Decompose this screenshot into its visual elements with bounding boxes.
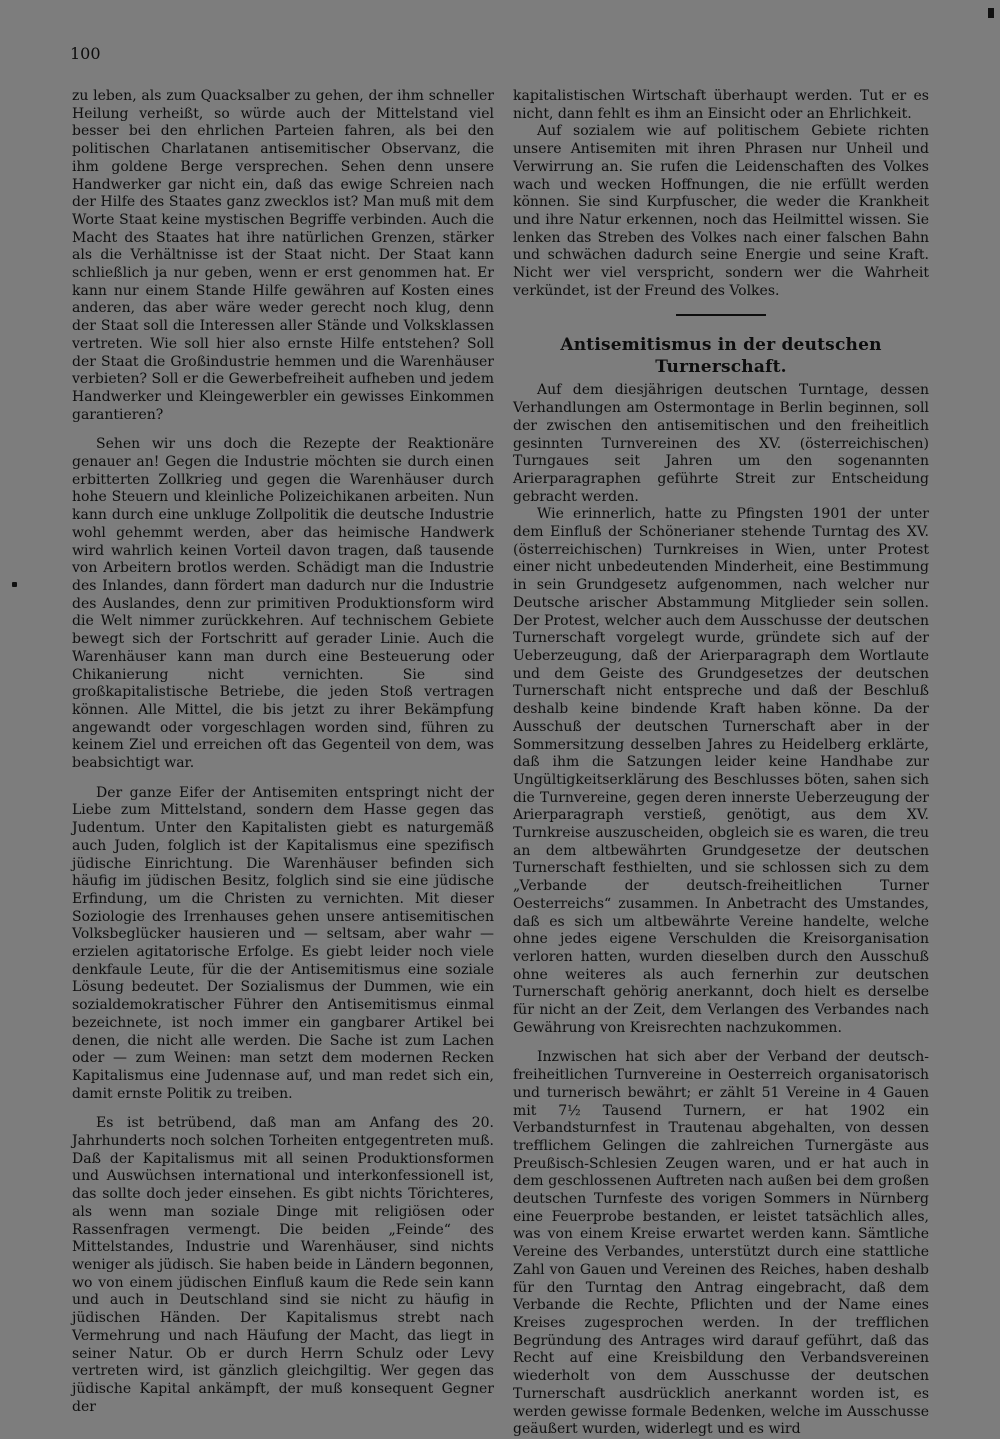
paragraph: Sehen wir uns doch die Rezepte der Reaktionäre genauer an! Gegen die Industrie möchten sie durch einen erbitterten Zollkrieg und gegen die Warenhäuser durch hohe Steuern und kleinliche Polizeichikanen arbeiten. Nun kann durch eine unkluge Zollpolitik die deutsche Industrie wohl gehemmt werden, aber das heimische Handwerk wird wahrlich keinen Vorteil davon tragen, daß tausende von Arbeitern brotlos werden. Schädigt man die Industrie des Inlandes, dann fördert man dadurch nur die Industrie des Auslandes, denn zur primitiven Produktionsform wird die Welt nimmer zurückkehren. Auf technischem Gebiete bewegt sich der Fortschritt auf gerader Linie. Auch die Warenhäuser kann man durch eine Besteuerung oder Chikanierung nicht vernichten. Sie sind großkapitalistische Betriebe, die jeden Stoß vertragen können. Alle Mittel, die bis jetzt zu ihrer Bekämpfung angewandt oder vorgeschlagen worden sind, führen zu keinem Ziel und erreichen oft das Gegenteil von dem, was beabsichtigt war. <box>72 436 494 772</box>
scan-edge-mark <box>988 8 994 18</box>
paragraph: Auf dem diesjährigen deutschen Turntage, dessen Verhandlungen am Ostermontage in Berlin beginnen, soll der zwischen den antisemitischen und den freiheitlich gesinnten Turnvereinen des XV. (österreichischen) Turngaues seit Jahren um den sogenannten Arierparagraphen geführte Streit zur Entscheidung gebracht werden. <box>513 382 929 505</box>
section-heading: Antisemitismus in der deutschen Turnerschaft. <box>560 335 882 378</box>
paragraph: Es ist betrübend, daß man am Anfang des 20. Jahrhunderts noch solchen Torheiten entgegentreten muß. Daß der Kapitalismus mit all seinen Produktionsformen und Auswüchsen international und interkonfessionell ist, das sollte doch jeder einsehen. Es gibt nichts Törichteres, als wenn man soziale Dinge mit religiösen oder Rassenfragen vermengt. Die beiden „Feinde“ des Mittelstandes, Industrie und Warenhäuser, sind nichts weniger als jüdisch. Sie haben beide in Ländern begonnen, wo von einem jüdischen Einfluß kaum die Rede sein kann und auch in Deutschland sind sie nicht zu häufig in jüdischen Händen. Der Kapitalismus strebt nach Vermehrung und nach Häufung der Macht, das liegt in seiner Natur. Ob er durch Herrn Schulz oder Levy vertreten wird, ist gänzlich gleichgiltig. Wer gegen das jüdische Kapital ankämpft, der muß konsequent Gegner der <box>72 1115 494 1415</box>
paragraph: kapitalistischen Wirtschaft überhaupt werden. Tut er es nicht, dann fehlt es ihm an Einsicht oder an Ehrlichkeit. <box>513 88 929 122</box>
section-divider <box>676 314 766 316</box>
paragraph: zu leben, als zum Quacksalber zu gehen, der ihm schneller Heilung verheißt, so würde auch der Mittelstand viel besser bei den ehrlichen Parteien fahren, als bei den politischen Charlatanen antisemitischer Observanz, die ihm goldene Berge versprechen. Sehen denn unsere Handwerker gar nicht ein, daß das ewige Schreien nach der Hilfe des Staates ganz zwecklos ist? Man muß mit dem Worte Staat keine mystischen Begriffe verbinden. Auch die Macht des Staates hat ihre natürlichen Grenzen, stärker als die Verhältnisse ist der Staat nicht. Der Staat kann schließlich ja nur geben, wenn er erst genommen hat. Er kann nur einem Stande Hilfe gewähren auf Kosten eines anderen, das aber wäre weder gerecht noch klug, denn der Staat soll die Interessen aller Stände und Volksklassen vertreten. Wie soll hier also ernste Hilfe entstehen? Soll der Staat die Großindustrie hemmen und die Warenhäuser verbieten? Soll er die Gewerbefreiheit aufheben und jedem Handwerker und Kleingewerbler ein gewisses Einkommen garantieren? <box>72 88 494 423</box>
paragraph: Der ganze Eifer der Antisemiten entspringt nicht der Liebe zum Mittelstand, sondern dem Hasse gegen das Judentum. Unter den Kapitalisten giebt es naturgemäß auch Juden, folglich ist der Kapitalismus eine spezifisch jüdische Einrichtung. Die Warenhäuser befinden sich häufig im jüdischen Besitz, folglich sind sie eine jüdische Erfindung, um die Christen zu vernichten. Mit dieser Soziologie des Irrenhauses gehen unsere antisemitischen Volksbeglücker hausieren und — seltsam, aber wahr — erzielen agitatorische Erfolge. Es giebt leider noch viele denkfaule Leute, für die der Antisemitismus eine soziale Lösung bedeutet. Der Sozialismus der Dummen, wie ein sozialdemokratischer Führer den Antisemitismus einmal bezeichnete, ist noch immer ein gangbarer Artikel bei denen, die nicht alle werden. Die Sache ist zum Lachen oder — zum Weinen: man setzt dem modernen Recken Kapitalismus eine Judennase auf, und man redet sich ein, damit ernste Politik zu treiben. <box>72 784 494 1102</box>
paragraph: Inzwischen hat sich aber der Verband der deutsch-freiheitlichen Turnvereine in Oesterreich organisatorisch und turnerisch bewährt; er zählt 51 Vereine in 4 Gauen mit 7½ Tausend Turnern, er hat 1902 ein Verbandsturnfest in Trautenau abgehalten, von dessen trefflichem Gelingen die zahlreichen Turnergäste aus Preußisch-Schlesien Zeugen waren, und er hat auch in dem geschlossenen Auftreten nach außen bei dem großen deutschen Turnfeste des vorigen Sommers in Nürnberg eine Feuerprobe bestanden, er leistet tatsächlich alles, was von einem Kreise erwartet werden kann. Sämtliche Vereine des Verbandes, unterstützt durch eine stattliche Zahl von Gauen und Vereinen des Reiches, haben deshalb für den Turntag den Antrag eingebracht, daß dem Verbande die Rechte, Pflichten und der Name eines Kreises zugesprochen werden. In der trefflichen Begründung des Antrages wird darauf geführt, daß das Recht auf eine Kreisbildung den Verbandsvereinen wiederholt von dem Ausschusse der deutschen Turnerschaft ausdrücklich anerkannt worden ist, es werden gewisse formale Bedenken, welche im Ausschusse geäußert wurden, widerlegt und es wird <box>513 1049 929 1438</box>
right-column <box>513 88 929 1439</box>
page-number: 100 <box>70 44 101 63</box>
scan-margin-mark <box>12 582 17 587</box>
paragraph: Auf sozialem wie auf politischem Gebiete richten unsere Antisemiten mit ihren Phrasen nur Unheil und Verwirrung an. Sie rufen die Leidenschaften des Volkes wach und wecken Hoffnungen, die nie erfüllt werden können. Sie sind Kurpfuscher, die weder die Krankheit und ihre Natur erkennen, noch das Heilmittel wissen. Sie lenken das Streben des Volkes nach einer falschen Bahn und schwächen dadurch seine Energie und seine Kraft. Nicht wer viel verspricht, sondern wer die Wahrheit verkündet, ist der Freund des Volkes. <box>513 123 929 299</box>
paragraph: Wie erinnerlich, hatte zu Pfingsten 1901 der unter dem Einfluß der Schönerianer stehende Turntag des XV. (österreichischen) Turnkreises in Wien, unter Protest einer nicht unbedeutenden Minderheit, eine Bestimmung in sein Grundgesetz aufgenommen, nach welcher nur Deutsche arischer Abstammung Mitglieder sein sollen. Der Protest, welcher auch dem Ausschusse der deutschen Turnerschaft vorgelegt wurde, gründete sich auf der Ueberzeugung, daß der Arierparagraph dem Wortlaute und dem Geiste des Grundgesetzes der deutschen Turnerschaft nicht entspreche und daß der Beschluß deshalb keine bindende Kraft haben könne. Da der Ausschuß der deutschen Turnerschaft aber in der Sommersitzung desselben Jahres zu Heidelberg erklärte, daß ihm die Satzungen leider keine Handhabe zur Ungültigkeitserklärung des Beschlusses böten, sahen sich die Turnvereine, gegen deren innerste Ueberzeugung der Arierparagraph verstieß, genötigt, aus dem XV. Turnkreise auszuscheiden, obgleich sie es waren, die treu an dem altbewährten Grundgesetze der deutschen Turnerschaft festhielten, und sie schlossen sich zu dem „Verbande der deutsch-freiheitlichen Turner Oesterreichs“ zusammen. In Anbetracht des Umstandes, daß es sich um altbewährte Vereine handelte, welche ohne jedes eigene Verschulden die Kreisorganisation verloren hatten, wurden dieselben durch den Ausschuß ohne weiteres als auch fernerhin zur deutschen Turnerschaft gehörig anerkannt, doch hielt es derselbe für nicht an der Zeit, dem Verlangen des Verbandes nach Gewährung von Kreisrechten nachzukommen. <box>513 506 929 1036</box>
left-column <box>72 88 494 1416</box>
